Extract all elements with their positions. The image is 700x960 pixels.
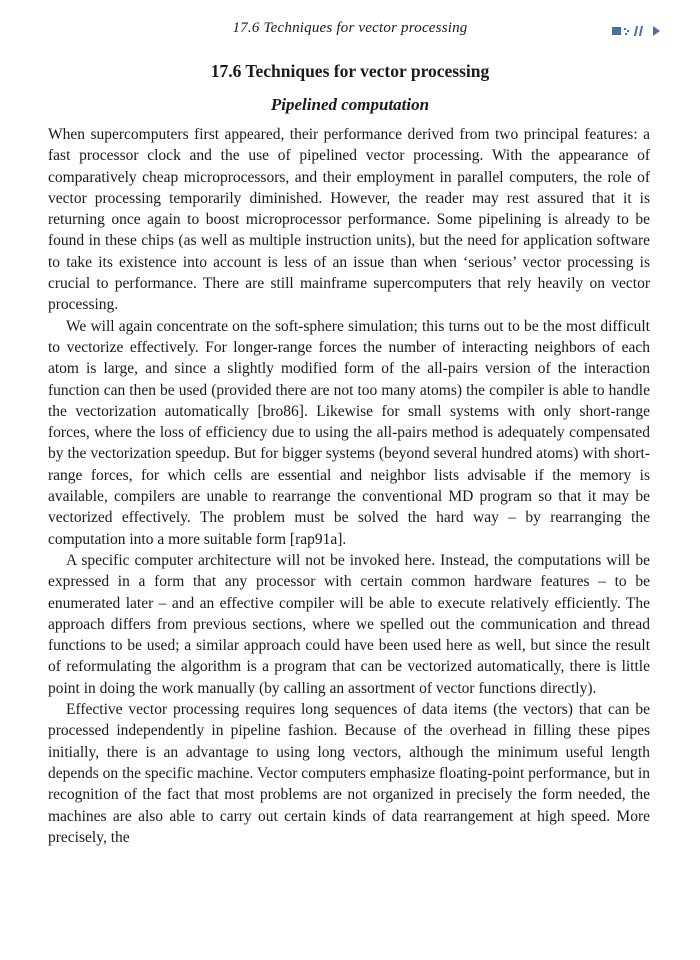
columns-icon[interactable] — [635, 26, 645, 36]
next-page-icon[interactable] — [653, 26, 660, 36]
navigation-icons — [612, 24, 660, 38]
paragraph: We will again concentrate on the soft-sphere simulation; this turns out to be the most difficult to vectorize effectively. For longer-range forces the number of interacting neighbors of each atom is large, and since a slightly modified form of the all-pairs version of the interaction function can then be used (provided there are not too many atoms) the compiler is able to handle the vectorization automatically [bro86]. Likewise for small systems with only short-range forces, where the loss of efficiency due to using the all-pairs method is adequately compensated by the vectorization speedup. But for bigger systems (beyond several hundred atoms) with short-range forces, for which cells are essential and neighbor lists advisable if the memory is available, compilers are unable to rearrange the conventional MD program so that it may be vectorized effectively. The problem must be solved the hard way – by rearranging the computation into a more suitable form [rap91a]. — [48, 317, 650, 548]
paragraph: Effective vector processing requires long sequences of data items (the vectors) that can be processed independently in pipeline fashion. Because of the overhead in filling these pipes initially, there is an advantage to using long vectors, although the minimum useful length depends on the specific machine. Vector computers emphasize floating-point performance, but in recognition of the fact that most problems are not organized in precisely the form needed, the machines are also able to carry out certain kinds of data rearrangement at high speed. More precisely, the — [48, 701, 650, 846]
subsection-title: Pipelined computation — [270, 95, 430, 114]
running-head: 17.6 Techniques for vector processing — [232, 20, 468, 36]
section-title: 17.6 Techniques for vector processing — [210, 61, 490, 81]
paragraph: When supercomputers first appeared, their performance derived from two principal features: a fast processor clock and the use of pipelined vector processing. With the appearance of comparatively cheap microprocessors, and their employment in parallel computers, the role of vector processing temporarily diminished. However, the reader may rest assured that it is returning once again to boost microprocessor performance. Some pipelining is already to be found in these chips (as well as multiple instruction units), but the need for application software to take its existence into account is less of an issue than when ‘serious’ vector processing is crucial to performance. There are still mainframe supercomputers that rely heavily on vector processing. — [48, 126, 650, 314]
page-icon[interactable] — [612, 27, 621, 35]
paragraph: A specific computer architecture will not be invoked here. Instead, the computations will be expressed in a form that any processor with certain common hardware features – to be enumerated later – and an effective compiler will be able to execute relatively efficiently. The approach differs from previous sections, where we spelled out the communication and thread functions to be used; a similar approach could have been used here as well, but since the result of reformulating the algorithm is a program that can be vectorized automatically, there is little point in doing the work manually (by calling an assortment of vector functions directly). — [48, 551, 650, 697]
bookmark-dots-icon[interactable] — [623, 27, 630, 35]
body-text — [48, 124, 650, 848]
